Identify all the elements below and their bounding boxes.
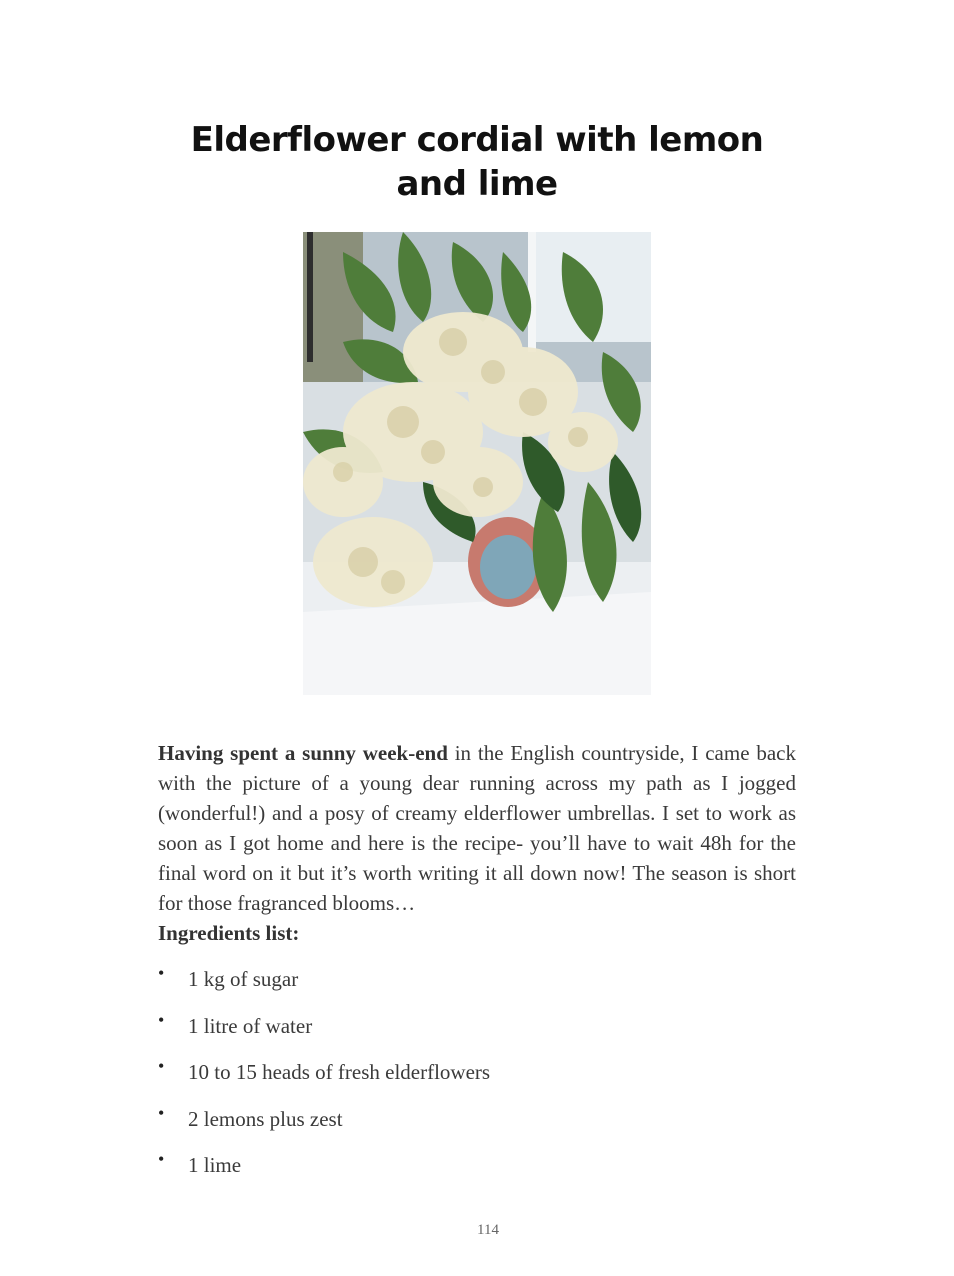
ingredients-list [158, 964, 758, 1197]
bullet-icon: • [158, 1056, 165, 1077]
intro-bold-lead: Having spent a sunny week-end [158, 741, 448, 765]
bullet-icon: • [158, 1009, 165, 1030]
ingredient-text: 2 lemons plus zest [188, 1106, 343, 1131]
bullet-icon: • [158, 1102, 165, 1123]
list-item [158, 1057, 758, 1104]
ingredient-text: 1 litre of water [188, 1013, 313, 1038]
ingredient-text: 10 to 15 heads of fresh elderflowers [188, 1060, 491, 1085]
bullet-icon: • [158, 963, 165, 983]
list-item [158, 1150, 758, 1197]
list-item [158, 1104, 758, 1151]
intro-paragraph [158, 738, 796, 918]
bullet-icon: • [158, 1149, 165, 1170]
page-title: Elderflower cordial with lemon and lime [190, 120, 764, 204]
ingredient-text: 1 kg of sugar [188, 967, 299, 991]
list-item [158, 1011, 758, 1058]
intro-text: in the English countryside, I came back with the picture of a young dear running across my path as I jogged (wonderful!) and a posy of creamy elderflower umbrellas. I set to work as soon as I got home and here is the recipe- you’ll have to wait 48h for the final word on it but it’s worth writing it all down now! The season is short for those fragranced blooms… [158, 741, 796, 915]
ingredient-text: 1 lime [188, 1153, 242, 1178]
list-item [158, 964, 758, 1011]
ingredients-heading: Ingredients list: [158, 921, 300, 945]
elderflower-photo [303, 232, 651, 695]
page-number: 114 [477, 1222, 499, 1238]
